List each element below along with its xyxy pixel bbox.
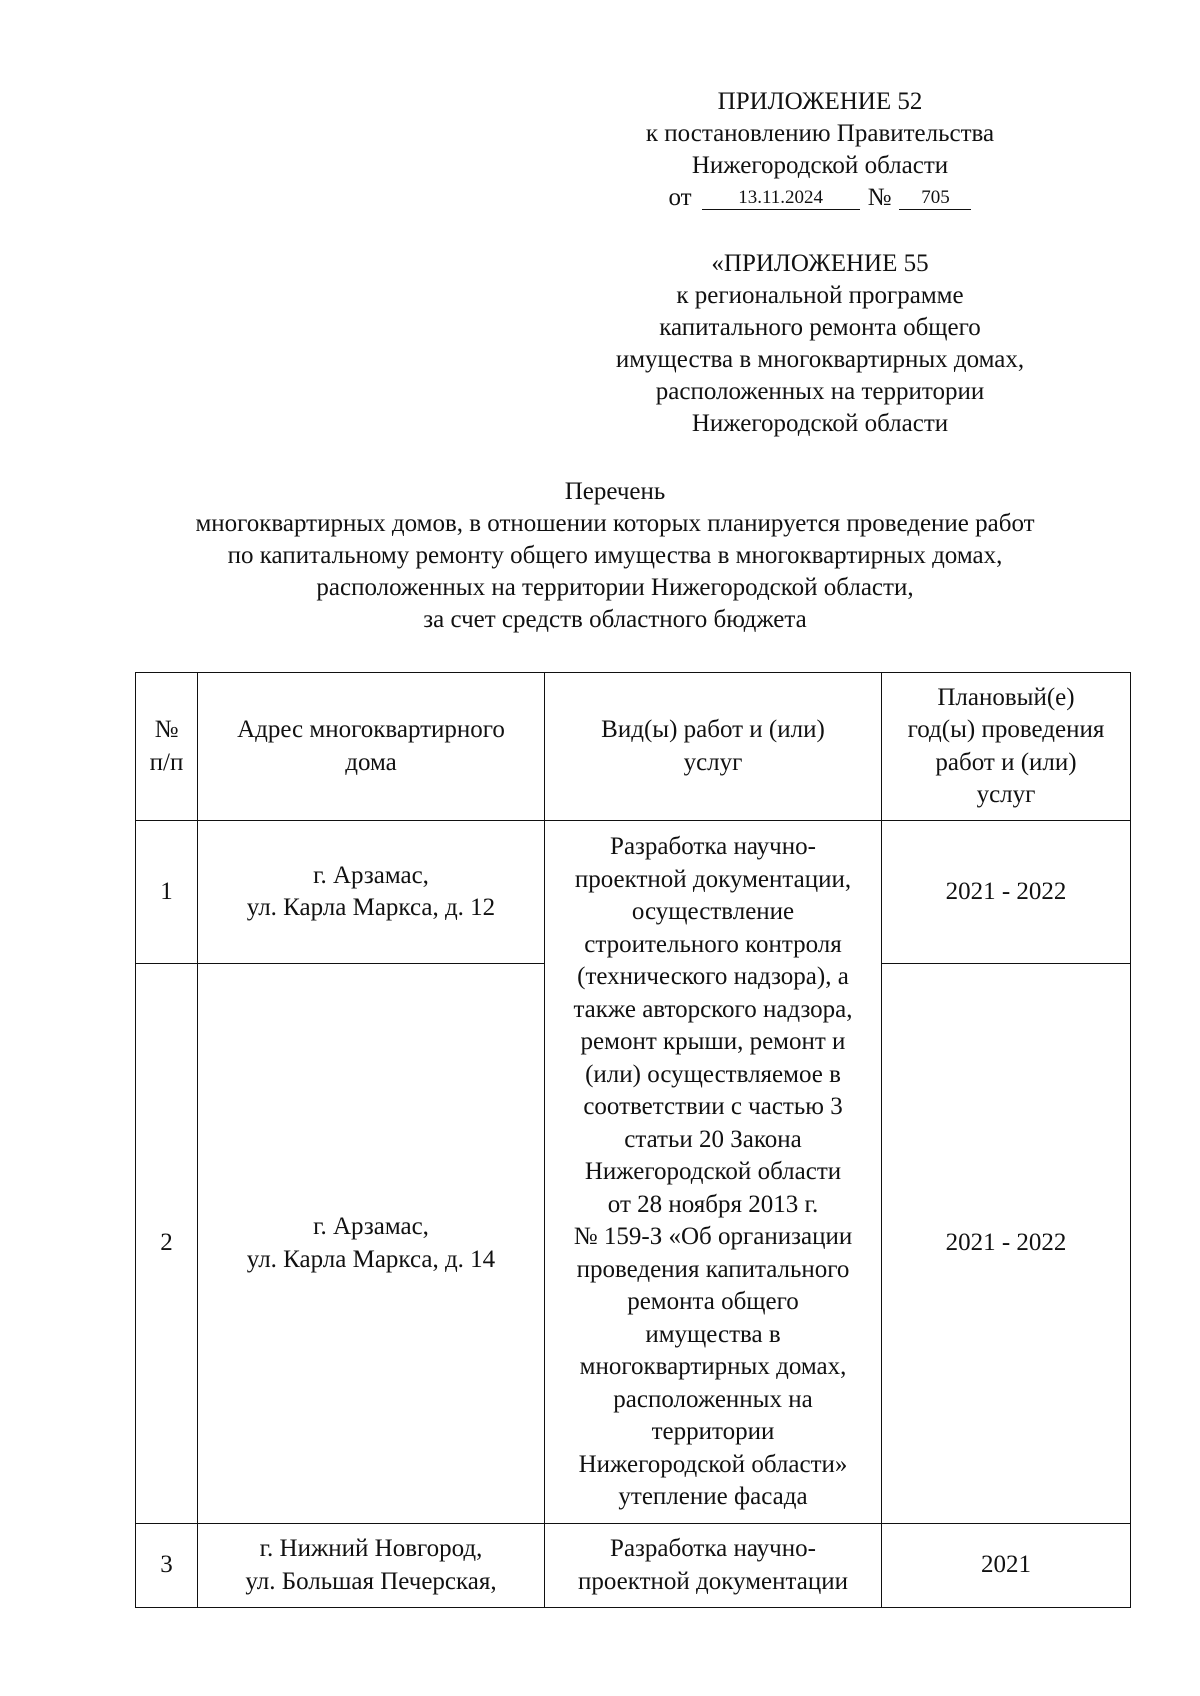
table-row — [136, 1524, 1131, 1608]
number-sign: № — [867, 184, 892, 211]
approval-reference: к постановлению Правительства — [645, 120, 995, 147]
list-title-line-3: по капитальному ремонту общего имущества в многоквартирных домах, — [227, 542, 1003, 569]
row-years: 2021 — [882, 1524, 1131, 1608]
approval-date-line — [669, 182, 972, 214]
list-title-line-2: многоквартирных домов, в отношении которых планируется проведение работ — [195, 510, 1035, 537]
header-num: № п/п — [136, 673, 198, 821]
header-address: Адрес многоквартирного дома — [198, 673, 545, 821]
approval-title: ПРИЛОЖЕНИЕ 52 — [717, 88, 923, 115]
table-header-row — [136, 673, 1131, 821]
list-title-line-4: расположенных на территории Нижегородской области, — [316, 574, 914, 601]
program-header — [580, 248, 1060, 440]
approval-number: 705 — [899, 187, 971, 210]
header-works: Вид(ы) работ и (или) услуг — [545, 673, 882, 821]
approval-region: Нижегородской области — [691, 152, 949, 179]
program-line-3: капитального ремонта общего — [659, 314, 981, 341]
program-line-2: к региональной программе — [676, 282, 964, 309]
row-num: 3 — [136, 1524, 198, 1608]
row-num: 1 — [136, 821, 198, 964]
row-num: 2 — [136, 964, 198, 1524]
row-address: г. Арзамас, ул. Карла Маркса, д. 12 — [198, 821, 545, 964]
program-line-4: имущества в многоквартирных домах, — [615, 346, 1025, 373]
list-title-line-5: за счет средств областного бюджета — [423, 606, 807, 633]
houses-table — [135, 672, 1131, 1608]
program-line-6: Нижегородской области — [691, 410, 949, 437]
approval-header — [580, 86, 1060, 214]
program-title: «ПРИЛОЖЕНИЕ 55 — [711, 250, 929, 277]
row-works-merged: Разработка научно- проектной документации, осуществление строительного контроля (технического надзора), а также авторского надзора, ремонт крыши, ремонт и (или) осуществляемое в соответствии с частью 3 статьи 20 Закона Нижегородской области от 28 ноября 2013 г. № 159-З «Об организации проведения капитального ремонта общего имущества в многоквартирных домах, расположенных на территории Нижегородской области» утепление фасада — [545, 821, 882, 1524]
date-prefix: от — [668, 184, 692, 211]
row-years: 2021 - 2022 — [882, 964, 1131, 1524]
list-title — [100, 476, 1130, 636]
program-line-5: расположенных на территории — [655, 378, 985, 405]
row-works: Разработка научно- проектной документации — [545, 1524, 882, 1608]
row-address: г. Нижний Новгород, ул. Большая Печерская, — [198, 1524, 545, 1608]
list-title-heading: Перечень — [564, 478, 666, 505]
header-years: Плановый(е) год(ы) проведения работ и (или) услуг — [882, 673, 1131, 821]
row-years: 2021 - 2022 — [882, 821, 1131, 964]
approval-date: 13.11.2024 — [702, 187, 860, 210]
table-row — [136, 821, 1131, 964]
row-address: г. Арзамас, ул. Карла Маркса, д. 14 — [198, 964, 545, 1524]
